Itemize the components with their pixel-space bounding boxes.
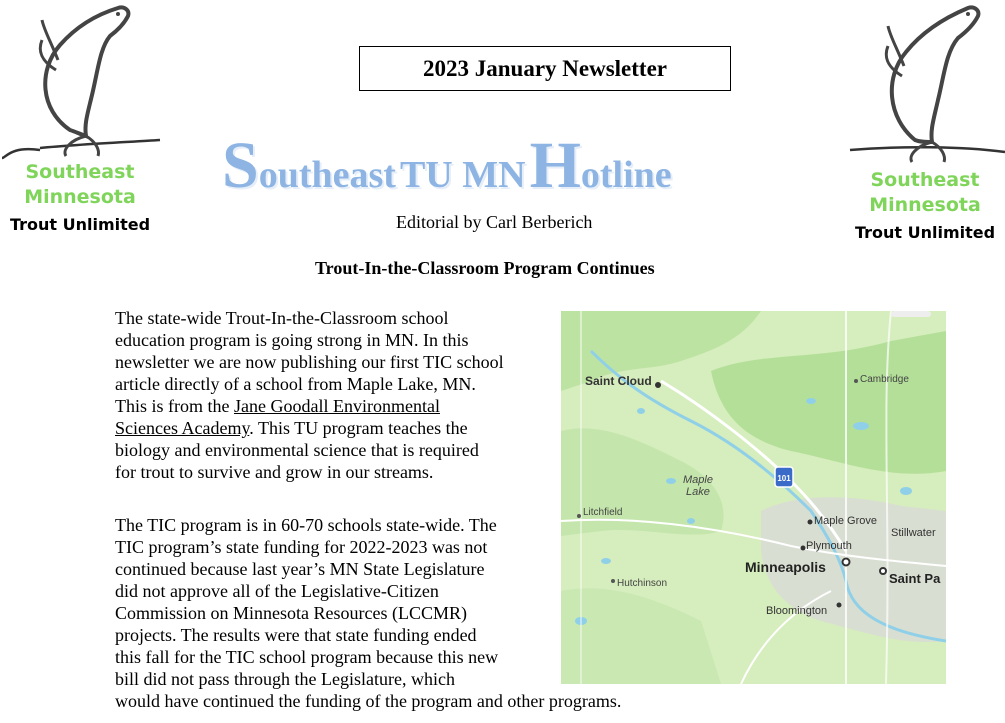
text-line: newsletter we are now publishing our first TIC school xyxy=(115,352,504,372)
masthead-h: H xyxy=(529,129,581,202)
logo-line-southeast: Southeast xyxy=(870,169,980,191)
highway-shield-icon xyxy=(775,467,793,487)
logo-line-tu: Trout Unlimited xyxy=(9,215,151,234)
text-line: biology and environmental science that is required xyxy=(115,440,479,460)
academy-link[interactable]: Sciences Academy xyxy=(115,418,250,438)
map-label-litchfield: Litchfield xyxy=(583,507,623,518)
logo-left xyxy=(0,0,170,234)
map-label-maple-grove: Maple Grove xyxy=(814,515,877,527)
paragraph-1 xyxy=(115,307,504,483)
masthead-s: S xyxy=(222,129,259,202)
masthead-hotline xyxy=(222,128,794,202)
text-line xyxy=(115,417,504,439)
byline: Editorial by Carl Berberich xyxy=(396,212,593,232)
masthead-tu-mn: TU MN xyxy=(399,154,526,196)
article-headline: Trout-In-the-Classroom Program Continues xyxy=(315,258,655,278)
text-line: bill did not pass through the Legislature, which xyxy=(115,669,455,689)
text-line xyxy=(115,395,504,417)
map-label-stillwater: Stillwater xyxy=(891,527,936,539)
map-canvas xyxy=(561,311,946,684)
text-line: would have continued the funding of the program and other programs. xyxy=(115,691,622,711)
text-line: The TIC program is in 60-70 schools state-wide. The xyxy=(115,515,497,535)
leaping-trout-icon xyxy=(0,0,170,160)
map-label-bloomington: Bloomington xyxy=(766,605,828,617)
map-label-hutchinson: Hutchinson xyxy=(617,578,668,589)
map-label-maple-lake-2: Lake xyxy=(686,486,710,498)
logo-text-left xyxy=(0,160,160,236)
text-line: projects. The results were that state funding ended xyxy=(115,625,477,645)
masthead-outheast: outheast xyxy=(258,154,396,196)
map-label-saint-cloud: Saint Cloud xyxy=(585,374,652,388)
map-label-minneapolis: Minneapolis xyxy=(745,559,826,575)
text-line: did not approve all of the Legislative-Citizen xyxy=(115,581,439,601)
text-line: The state-wide Trout-In-the-Classroom school xyxy=(115,308,449,328)
logo-line-tu: Trout Unlimited xyxy=(854,223,996,242)
text-fragment: . This TU program teaches the xyxy=(249,418,468,438)
text-line: education program is going strong in MN. In this xyxy=(115,330,469,350)
leaping-trout-icon xyxy=(840,0,1005,168)
newsletter-title: 2023 January Newsletter xyxy=(359,46,731,91)
logo-right xyxy=(840,0,1005,242)
map-label-plymouth: Plymouth xyxy=(806,540,852,552)
map-label-cambridge: Cambridge xyxy=(860,374,909,385)
highway-label: 101 xyxy=(777,474,791,483)
logo-line-southeast: Southeast xyxy=(25,161,135,183)
text-line: for trout to survive and grow in our streams. xyxy=(115,462,434,482)
jane-goodall-link[interactable]: Jane Goodall Environmental xyxy=(234,396,440,416)
map-label-saint-paul: Saint Pa xyxy=(889,571,941,586)
map-label-maple-lake: Maple xyxy=(683,474,713,486)
text-line: this fall for the TIC school program because this new xyxy=(115,647,499,667)
masthead-otline: otline xyxy=(580,154,672,196)
logo-line-minnesota: Minnesota xyxy=(869,194,981,216)
text-line: Commission on Minnesota Resources (LCCMR) xyxy=(115,603,467,623)
paragraph-2 xyxy=(115,514,621,712)
text-fragment: This is from the xyxy=(115,396,234,416)
text-line: TIC program’s state funding for 2022-2023 was not xyxy=(115,537,488,557)
logo-line-minnesota: Minnesota xyxy=(24,186,136,208)
area-map[interactable] xyxy=(561,311,946,684)
text-line: article directly of a school from Maple Lake, MN. xyxy=(115,374,476,394)
logo-text-right xyxy=(840,168,1005,244)
text-line: continued because last year’s MN State Legislature xyxy=(115,559,485,579)
